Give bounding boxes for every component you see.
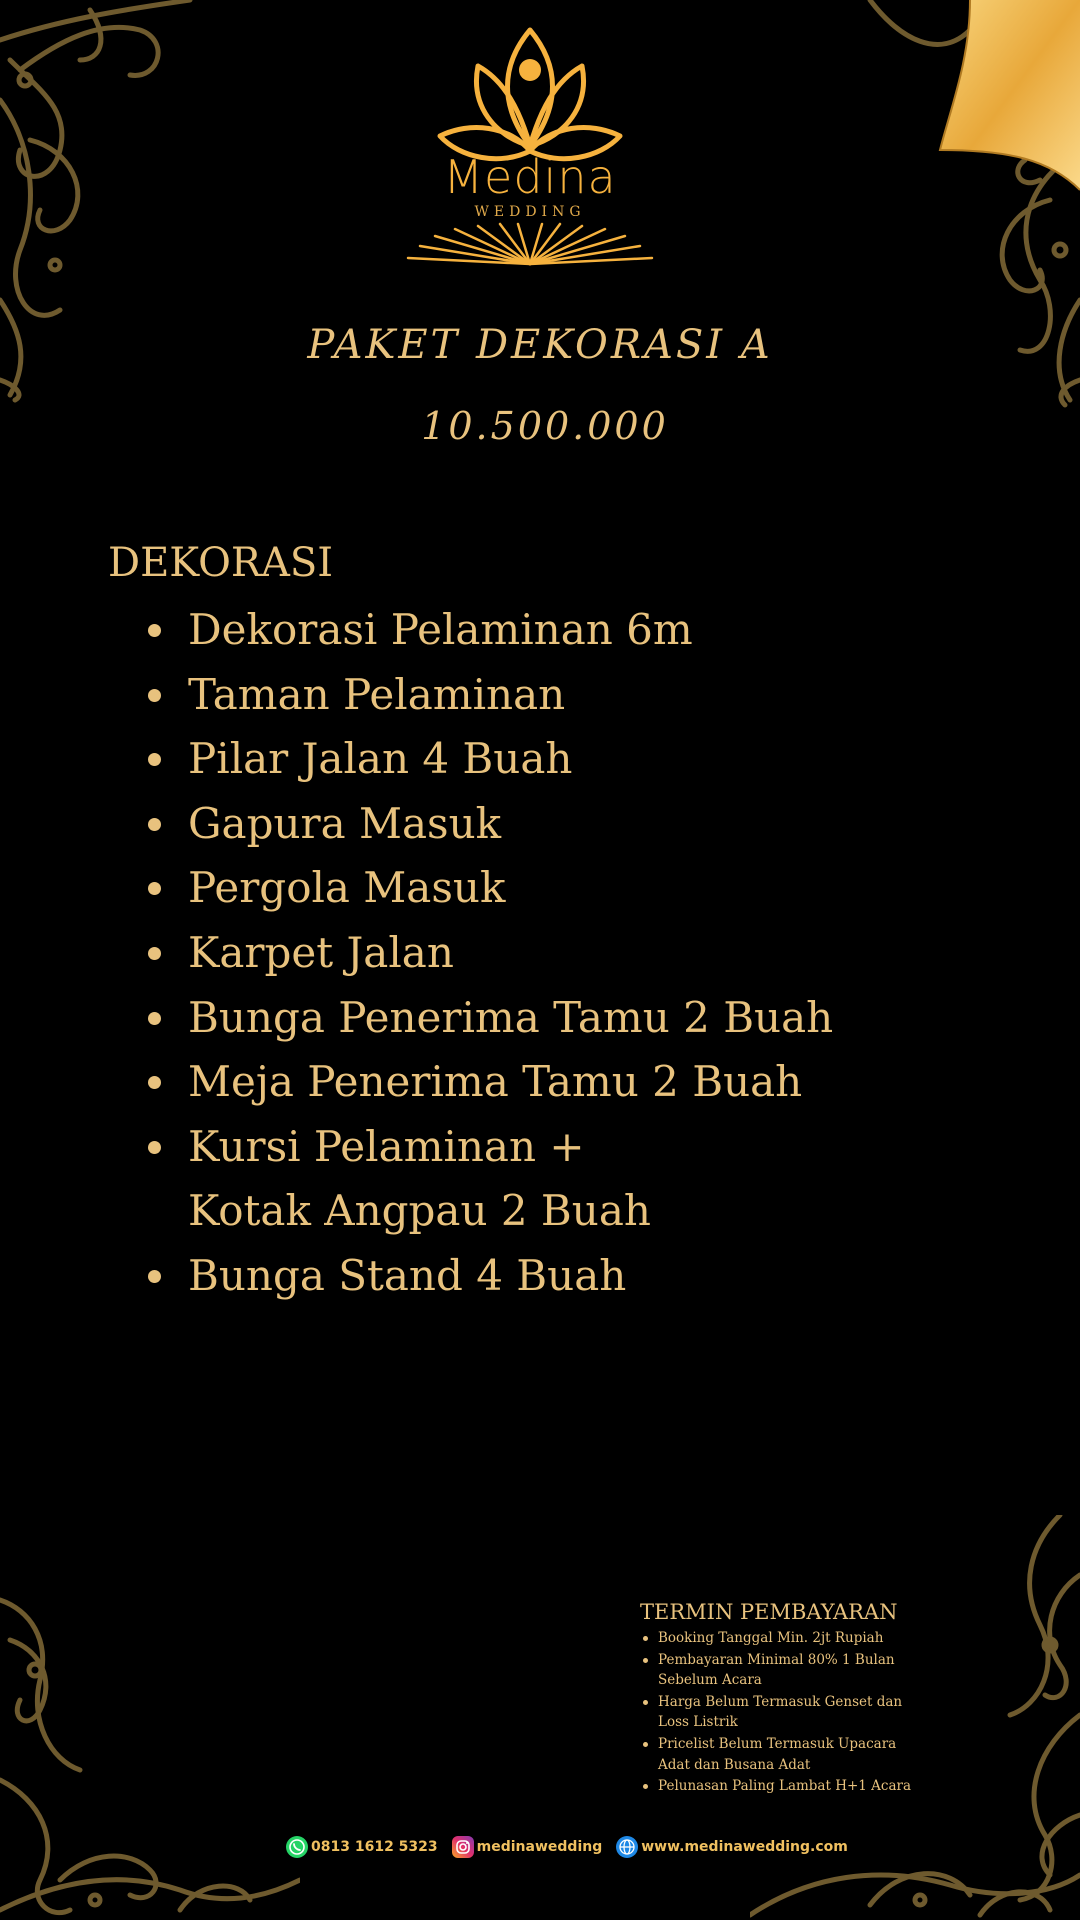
contact-phone[interactable] xyxy=(286,1836,438,1858)
list-item: Pricelist Belum Termasuk Upacara Adat dan Busana Adat xyxy=(640,1734,930,1775)
contact-instagram-text: medinawedding xyxy=(476,1839,603,1855)
list-item: Pembayaran Minimal 80% 1 Bulan Sebelum Acara xyxy=(640,1650,930,1691)
payment-terms-section xyxy=(640,1598,930,1798)
bottom-left-swirl-ornament xyxy=(0,1580,300,1920)
list-item: Harga Belum Termasuk Genset dan Loss Listrik xyxy=(640,1692,930,1733)
list-item: Pilar Jalan 4 Buah xyxy=(108,727,968,792)
logo-tagline: WEDDING xyxy=(474,204,586,220)
list-item: Dekorasi Pelaminan 6m xyxy=(108,598,968,663)
decoration-section xyxy=(108,538,968,1309)
list-item: Kursi Pelaminan + Kotak Angpau 2 Buah xyxy=(108,1115,708,1244)
page-curl-corner xyxy=(880,0,1080,200)
decoration-list xyxy=(108,598,968,1309)
contact-website[interactable] xyxy=(616,1836,848,1858)
logo-wordmark: Medina xyxy=(443,150,617,204)
contact-bar xyxy=(286,1836,848,1858)
list-item: Booking Tanggal Min. 2jt Rupiah xyxy=(640,1628,930,1649)
list-item: Pergola Masuk xyxy=(108,856,968,921)
contact-phone-text: 0813 1612 5323 xyxy=(311,1839,438,1855)
list-item: Bunga Stand 4 Buah xyxy=(108,1244,968,1309)
list-item: Gapura Masuk xyxy=(108,792,968,857)
list-item: Bunga Penerima Tamu 2 Buah xyxy=(108,986,968,1051)
payment-terms-heading: TERMIN PEMBAYARAN xyxy=(640,1600,898,1624)
package-title: PAKET DEKORASI A xyxy=(307,322,773,368)
decoration-heading: DEKORASI xyxy=(108,540,334,586)
package-price: 10.500.000 xyxy=(421,404,669,448)
whatsapp-icon xyxy=(286,1836,308,1858)
list-item: Taman Pelaminan xyxy=(108,663,968,728)
instagram-icon xyxy=(452,1836,474,1858)
payment-terms-list xyxy=(640,1628,930,1797)
medina-wedding-logo xyxy=(400,26,660,276)
contact-instagram[interactable] xyxy=(452,1836,603,1858)
list-item: Meja Penerima Tamu 2 Buah xyxy=(108,1050,968,1115)
globe-icon xyxy=(616,1836,638,1858)
contact-website-text: www.medinawedding.com xyxy=(641,1839,848,1855)
list-item: Karpet Jalan xyxy=(108,921,968,986)
list-item: Pelunasan Paling Lambat H+1 Acara xyxy=(640,1776,930,1797)
